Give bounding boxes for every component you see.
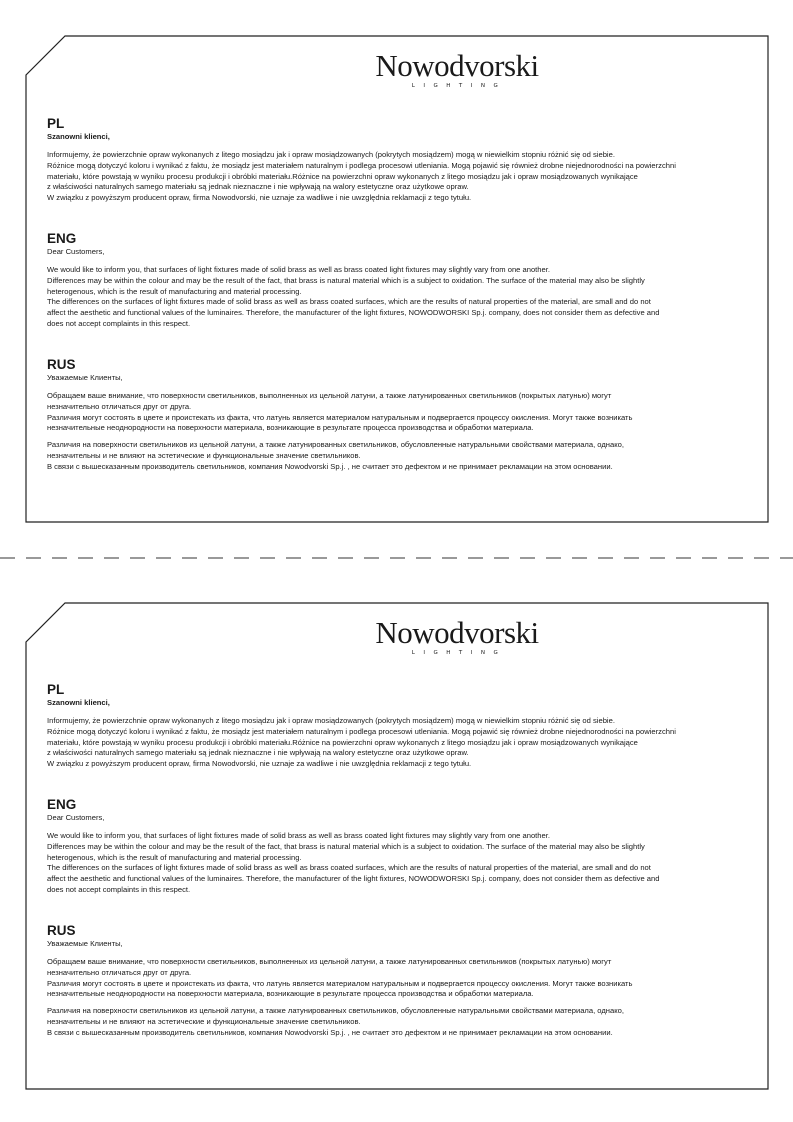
text-line: незначительно отличаться друг от друга. [47, 401, 192, 411]
text-line: materiału, które powstają w wyniku procesu produkcji i obróbki materiału.Różnice na powierzchni opraw wykonanych z litego mosiądzu jak i opraw mosiądzowanych wynikające [47, 171, 638, 181]
brand-logo [25, 50, 769, 90]
text-line: We would like to inform you, that surfaces of light fixtures made of solid brass as well as brass coated light fixtures may slightly vary from one another. [47, 831, 550, 840]
section-title-eng: ENG [47, 797, 77, 812]
text-line: W związku z powyższym producent opraw, firma Nowodvorski, nie uznaje za wadliwe i nie uwzględnia reklamacji z tego tytułu. [47, 759, 472, 769]
text-line: affect the aesthetic and functional values of the luminaires. Therefore, the manufacturer of the light fixtures, NOWODWORSKI Sp.j. company, does not consider them as defective and [47, 874, 660, 884]
text-line: Różnice mogą dotyczyć koloru i wynikać z faktu, że mosiądz jest materiałem naturalnym i podlega procesowi utleniania. Mogą pojawić się również drobne niejednorodności na powierzchni [47, 726, 676, 736]
section-rus [47, 923, 767, 1039]
text-line: does not accept complaints in this respect. [47, 884, 191, 894]
text-line: незначительны и не влияют на эстетические и функциональные значение светильников. [47, 1016, 361, 1026]
brand-name: Nowodvorski [375, 615, 539, 650]
section-title-rus: RUS [47, 357, 76, 372]
text-line: незначительно отличаться друг от друга. [47, 967, 192, 977]
text-line: affect the aesthetic and functional values of the luminaires. Therefore, the manufacturer of the light fixtures, NOWODWORSKI Sp.j. company, does not consider them as defective and [47, 308, 660, 318]
brand-name: Nowodvorski [375, 48, 539, 83]
section-title-pl: PL [47, 682, 65, 697]
section-pl [47, 682, 767, 770]
text-line: Differences may be within the colour and may be the result of the fact, that brass is natural material which is a subject to oxidation. The surface of the material may also be slightly [47, 275, 645, 285]
greeting-pl: Szanowni klienci, [47, 698, 110, 707]
text-line: Różnice mogą dotyczyć koloru i wynikać z faktu, że mosiądz jest materiałem naturalnym i podlega procesowi utleniania. Mogą pojawić się również drobne niejednorodności na powierzchni [47, 160, 676, 170]
text-line: Informujemy, że powierzchnie opraw wykonanych z litego mosiądzu jak i opraw mosiądzowanych (pokrytych mosiądzem) mogą w niewielkim stopniu różnić się od siebie. [47, 150, 615, 159]
text-line: Обращаем ваше внимание, что поверхности светильников, выполненных из цельной латуни, а также латунированных светильников (покрытых латунью) могут [47, 957, 612, 966]
text-line: z właściwości naturalnych samego materiału są jednak nieznaczne i nie wpływają na walory estetyczne oraz użytkowe opraw. [47, 748, 469, 758]
section-title-pl: PL [47, 116, 65, 131]
text-line: Различия могут состоять в цвете и проистекать из факта, что латунь является материалом натуральным и подвергается процессу окисления. Могут также возникать [47, 412, 633, 422]
text-line: Различия на поверхности светильников из цельной латуни, а также латунированных светильников, обусловленные натуральными свойствами материала, однако, [47, 1006, 624, 1016]
text-line: materiału, które powstają w wyniku procesu produkcji i obróbki materiału.Różnice na powierzchni opraw wykonanych z litego mosiądzu jak i opraw mosiądzowanych wynikające [47, 737, 638, 747]
paragraph-eng [47, 831, 767, 896]
section-eng [47, 231, 767, 330]
paragraph-rus-1 [47, 391, 767, 434]
text-line: z właściwości naturalnych samego materiału są jednak nieznaczne i nie wpływają na walory estetyczne oraz użytkowe opraw. [47, 182, 469, 192]
greeting-rus: Уважаемые Клиенты, [47, 373, 123, 382]
greeting-eng: Dear Customers, [47, 813, 105, 822]
text-line: незначительны и не влияют на эстетические и функциональные значение светильников. [47, 450, 361, 460]
section-rus [47, 357, 767, 473]
text-line: В связи с вышесказанным производитель светильников, компания Nowodvorski Sp.j. , не считает это дефектом и не принимает рекламации на этом основании. [47, 461, 613, 471]
greeting-pl: Szanowni klienci, [47, 132, 110, 141]
paragraph-pl [47, 716, 767, 770]
paragraph-rus-2 [47, 1006, 767, 1038]
greeting-rus: Уважаемые Клиенты, [47, 939, 123, 948]
text-line: Различия на поверхности светильников из цельной латуни, а также латунированных светильников, обусловленные натуральными свойствами материала, однако, [47, 440, 624, 450]
brand-logo [25, 617, 769, 657]
section-eng [47, 797, 767, 896]
notice-card-top [25, 35, 769, 523]
text-line: heterogenous, which is the result of manufacturing and material processing. [47, 286, 302, 296]
text-line: незначительные неоднородности на поверхности материала, возникающие в результате процесса производства и обработки материала. [47, 989, 534, 999]
text-line: Различия могут состоять в цвете и проистекать из факта, что латунь является материалом натуральным и подвергается процессу окисления. Могут также возникать [47, 978, 633, 988]
cut-line [0, 557, 793, 559]
text-line: does not accept complaints in this respect. [47, 318, 191, 328]
text-line: W związku z powyższym producent opraw, firma Nowodvorski, nie uznaje za wadliwe i nie uwzględnia reklamacji z tego tytułu. [47, 193, 472, 203]
section-title-eng: ENG [47, 231, 77, 246]
text-line: Обращаем ваше внимание, что поверхности светильников, выполненных из цельной латуни, а также латунированных светильников (покрытых латунью) могут [47, 391, 612, 400]
greeting-eng: Dear Customers, [47, 247, 105, 256]
paragraph-pl [47, 150, 767, 204]
brand-subtitle: LIGHTING [411, 650, 507, 656]
notice-card-bottom [25, 602, 769, 1090]
text-line: В связи с вышесказанным производитель светильников, компания Nowodvorski Sp.j. , не считает это дефектом и не принимает рекламации на этом основании. [47, 1027, 613, 1037]
text-line: We would like to inform you, that surfaces of light fixtures made of solid brass as well as brass coated light fixtures may slightly vary from one another. [47, 265, 550, 274]
text-line: heterogenous, which is the result of manufacturing and material processing. [47, 852, 302, 862]
section-title-rus: RUS [47, 923, 76, 938]
text-line: Differences may be within the colour and may be the result of the fact, that brass is natural material which is a subject to oxidation. The surface of the material may also be slightly [47, 841, 645, 851]
section-pl [47, 116, 767, 204]
text-line: The differences on the surfaces of light fixtures made of solid brass as well as brass coated surfaces, which are the results of natural properties of the material, are small and do not [47, 863, 651, 873]
text-line: The differences on the surfaces of light fixtures made of solid brass as well as brass coated surfaces, which are the results of natural properties of the material, are small and do not [47, 297, 651, 307]
text-line: Informujemy, że powierzchnie opraw wykonanych z litego mosiądzu jak i opraw mosiądzowanych (pokrytych mosiądzem) mogą w niewielkim stopniu różnić się od siebie. [47, 716, 615, 725]
paragraph-eng [47, 265, 767, 330]
text-line: незначительные неоднородности на поверхности материала, возникающие в результате процесса производства и обработки материала. [47, 423, 534, 433]
paragraph-rus-1 [47, 957, 767, 1000]
brand-subtitle: LIGHTING [411, 83, 507, 89]
paragraph-rus-2 [47, 440, 767, 472]
